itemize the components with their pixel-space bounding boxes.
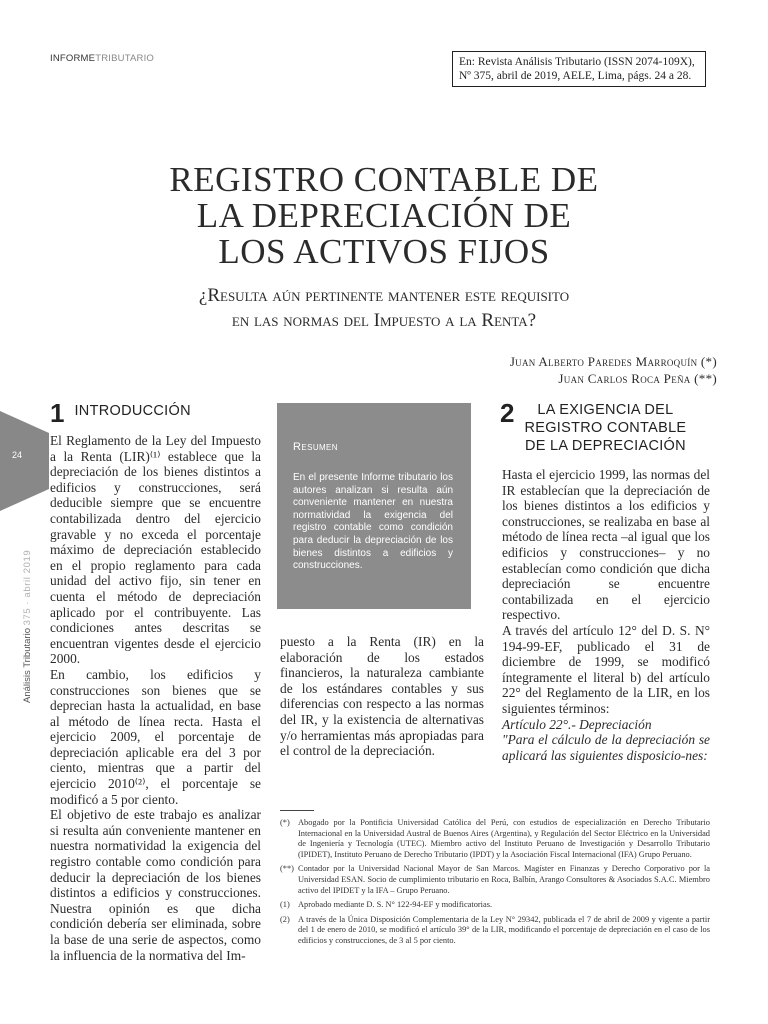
article-title (100, 162, 668, 270)
authors (510, 353, 717, 387)
summary-heading: Resumen (293, 441, 338, 453)
title-line-1: REGISTRO CONTABLE DE (169, 160, 599, 199)
page-number: 24 (12, 450, 23, 460)
subtitle-line-1: ¿Resulta aún pertinente mantener este requisito (198, 285, 570, 306)
footnote (280, 900, 710, 911)
title-line-2: LA DEPRECIACIÓN DE (196, 196, 572, 235)
paragraph: En cambio, los edificios y construcciones son bienes que se deprecian hasta la actualidad, en base al método de línea recta. Hasta el ejercicio 2009, el porcentaje de depreciación aplicable era del 3 por ciento, mientras que a partir del ejercicio 2010⁽²⁾, el porcentaje se modificó a 5 por ciento. (50, 666, 261, 807)
journal-name: Análisis Tributario (22, 628, 33, 703)
section-tag (50, 53, 154, 64)
section-2-title-line-3: DE LA DEPRECIACIÓN (524, 438, 686, 454)
paragraph: Hasta el ejercicio 1999, las normas del IR establecían que la depreciación de los bienes distintos a los edificios y construcciones, se realizaba en base al método de línea recta –al igual que los edificios y construcciones– y no establecían como condición que dicha depreciación se encuentre contabilizada en el ejercicio respectivo. (502, 467, 710, 623)
summary-text: En el presente Informe tributario los autores analizan si resulta aún conveniente mantener en nuestra normatividad la exigencia del registro contable como condición para deducir la depreciación de los bienes distintos a edificios y construcciones. (293, 472, 453, 572)
paragraph: A través del artículo 12° del D. S. N° 194-99-EF, publicado el 31 de diciembre de 1999, se modificó íntegramente el literal b) del artículo 22° del Reglamento de la LIR, en los siguientes términos: (502, 622, 710, 716)
footnote-text: A través de la Única Disposición Complementaria de la Ley N° 29342, publicada el 7 de abril de 2009 y vigente a partir del 1 de enero de 2010, se modificó el artículo 39° de la LIR, modificando el porcentaje de depreciación en el caso de los edificios y construcciones, de 3 al 5 por ciento. (298, 914, 710, 945)
section-1-heading (50, 398, 191, 429)
column-2-text (280, 634, 484, 759)
citation-box: En: Revista Análisis Tributario (ISSN 2074-109X), Nº 375, abril de 2019, AELE, Lima, págs. 24 a 28. (452, 51, 706, 87)
footnote (280, 915, 710, 947)
section-1-title: INTRODUCCIÓN (74, 403, 191, 419)
subtitle-line-2: en las normas del Impuesto a la Renta? (231, 310, 537, 331)
article-subtitle (100, 283, 668, 333)
column-1-text (50, 433, 261, 963)
section-2-title-line-2: REGISTRO CONTABLE (524, 420, 687, 436)
footnote-text: Aprobado mediante D. S. N° 122-94-EF y modificatorias. (298, 900, 493, 910)
title-line-3: LOS ACTIVOS FIJOS (218, 232, 550, 271)
footnote-text: Contador por la Universidad Nacional Mayor de San Marcos. Magíster en Finanzas y Derecho Corporativo por la Universidad ESAN. Socio de cumplimiento tributario en Roca, Balbín, Arango Consultores & Asociados S.A.C. Miembro activo del IPIDET y la IFA – Grupo Peruano. (298, 864, 710, 895)
journal-running-head (22, 550, 33, 703)
author-1: Juan Alberto Paredes Marroquín (*) (509, 354, 717, 369)
article-heading: Artículo 22°.- Depreciación (502, 716, 652, 732)
footnote-mark: (**) (280, 864, 294, 874)
section-2-heading (500, 398, 686, 455)
footnote-rule (280, 810, 314, 811)
footnote-mark: (1) (280, 900, 290, 910)
section-1-number: 1 (50, 398, 65, 428)
footnotes (280, 818, 710, 951)
journal-issue: 375 · abril 2019 (22, 549, 33, 626)
section-tag-bold: INFORME (50, 53, 96, 64)
section-2-title (524, 401, 686, 455)
footnote-mark: (2) (280, 914, 290, 924)
paragraph: El objetivo de este trabajo es analizar si resulta aún conveniente mantener en nuestra normatividad la exigencia del registro contable como condición para deducir la depreciación de los bienes distintos a edificios y construcciones. Nuestra opinión es que dicha condición debería ser eliminada, sobre la base de una serie de aspectos, como la influencia de la normativa del Im- (50, 807, 261, 963)
article-quote: "Para el cálculo de la depreciación se aplicará las siguientes disposicio-nes: (502, 732, 710, 763)
footnote (280, 864, 710, 896)
section-tag-light: TRIBUTARIO (95, 53, 155, 64)
paragraph: puesto a la Renta (IR) en la elaboración de los estados financieros, la naturaleza cambiante de los estándares contables y sus diferencias con respecto a las normas del IR, y la existencia de alternativas y/o herramientas más apropiadas para el control de la depreciación. (280, 634, 484, 759)
summary-box (277, 403, 471, 609)
footnote-mark: (*) (280, 818, 290, 827)
footnote-text: Abogado por la Pontificia Universidad Católica del Perú, con estudios de especialización en Derecho Tributario Internacional en la Universidad Austral de Buenos Aires (Argentina), y Regulación del Sector Eléctrico en la Universidad de Ingeniería y Tecnología (UTEC). Miembro activo del Instituto Peruano de Investigación y Desarrollo Tributario (IPIDET), Instituto Peruano de Derecho Tributario (IPDT) y la Asociación Fiscal Internacional (IFA) Grupo Peruano. (298, 818, 710, 859)
footnote (280, 818, 710, 860)
author-2: Juan Carlos Roca Peña (**) (558, 371, 717, 386)
section-2-number: 2 (500, 398, 515, 428)
paragraph: El Reglamento de la Ley del Impuesto a la Renta (LIR)⁽¹⁾ establece que la depreciación de los bienes distintos a edificios y construcciones, será deducible siempre que se encuentre contabilizada dentro del ejercicio gravable y no exceda el porcentaje máximo de depreciación establecido en el propio reglamento para cada unidad del activo fijo, sin tener en cuenta el método de depreciación aplicado por el contribuyente. Las condiciones antes descritas se encuentran vigentes desde el ejercicio 2000. (50, 433, 261, 667)
column-3-text (502, 467, 710, 763)
section-2-title-line-1: LA EXIGENCIA DEL (537, 402, 674, 418)
page-tab (0, 411, 49, 511)
